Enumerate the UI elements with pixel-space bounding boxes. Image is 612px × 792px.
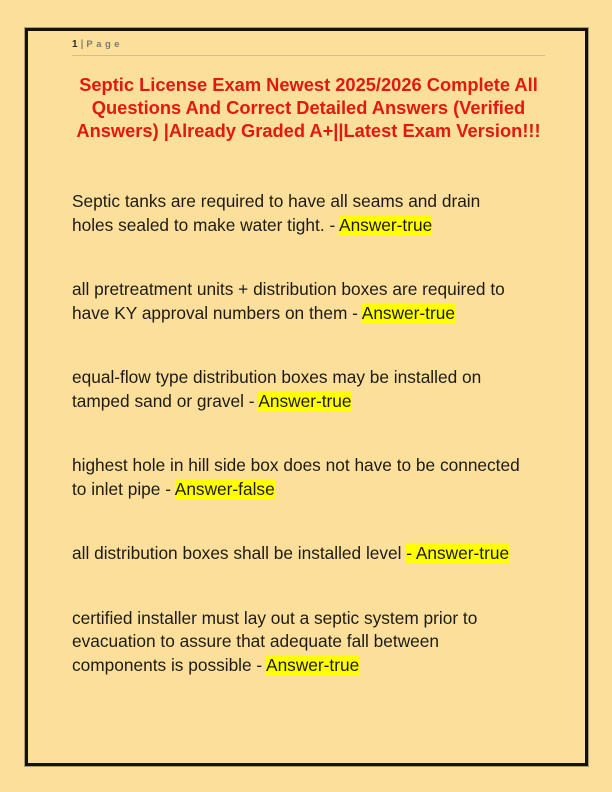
qa-item-4	[72, 454, 523, 501]
header-page-label: Page	[86, 39, 124, 50]
highlighted-answer: Answer-true	[339, 214, 433, 235]
question-text: all distribution boxes shall be installed level	[72, 543, 407, 563]
question-text: certified installer must lay out a septic system prior to evacuation to assure that adequate fall between components is possible -	[72, 607, 478, 675]
highlighted-answer: - Answer-true	[406, 543, 510, 563]
qa-item-6	[72, 607, 523, 678]
qa-item-3	[72, 366, 523, 413]
header-separator: |	[80, 39, 84, 50]
highlighted-answer: Answer-true	[361, 302, 455, 323]
qa-item-1	[72, 190, 523, 237]
question-text: all pretreatment units + distribution boxes are required to have KY approval numbers on them -	[72, 279, 505, 323]
question-text: Septic tanks are required to have all seams and drain holes sealed to make water tight. -	[72, 191, 481, 235]
highlighted-answer: Answer-false	[174, 478, 275, 499]
question-text: equal-flow type distribution boxes may be installed on tamped sand or gravel -	[72, 367, 482, 411]
page-header	[72, 39, 545, 56]
qa-item-2	[72, 278, 523, 325]
title-line-3: Answers) |Already Graded A+||Latest Exam Version!!!	[76, 120, 541, 141]
title-line-1: Septic License Exam Newest 2025/2026 Complete All	[79, 74, 538, 95]
highlighted-answer: Answer-true	[266, 654, 360, 675]
document-title	[72, 73, 545, 142]
qa-item-5	[72, 542, 523, 566]
highlighted-answer: Answer-true	[258, 390, 352, 411]
page-content	[28, 31, 585, 677]
document-page-frame	[25, 28, 588, 766]
page-number: 1	[72, 39, 79, 50]
title-line-2: Questions And Correct Detailed Answers (Verified	[91, 97, 526, 118]
question-text: highest hole in hill side box does not have to be connected to inlet pipe -	[72, 455, 520, 499]
